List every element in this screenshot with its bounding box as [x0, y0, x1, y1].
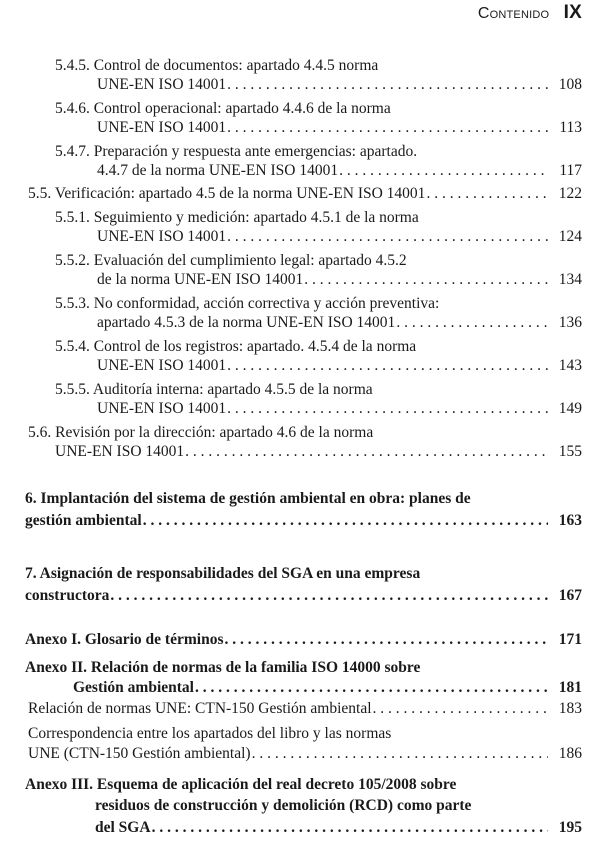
toc-entry-text: 7. Asignación de responsabilidades del SGA en una empresa [25, 565, 421, 582]
toc-entry-text: residuos de construcción y demolición (RCD) como parte [95, 797, 472, 814]
toc-entry-text: de la norma UNE-EN ISO 14001 [97, 271, 304, 288]
toc-page-number: 155 [558, 443, 582, 460]
toc-entry-line [55, 337, 582, 356]
toc-entry-line [25, 658, 582, 677]
toc-page-number: 195 [558, 819, 582, 836]
dot-leader [227, 75, 548, 94]
toc-entry-text: apartado 4.5.3 de la norma UNE-EN ISO 14001 [97, 314, 396, 331]
toc-entry-text: UNE-EN ISO 14001 [55, 443, 185, 460]
dot-leader [195, 678, 548, 697]
toc-entry-text: 4.4.7 de la norma UNE-EN ISO 14001 [97, 162, 339, 179]
toc-page-number: 113 [559, 119, 582, 136]
running-header [478, 2, 582, 24]
toc-entry-text: UNE-EN ISO 14001 [97, 119, 227, 136]
toc-entry-line-with-page [25, 511, 582, 530]
toc-entry-text: 5.4.5. Control de documentos: apartado 4.4.5 norma [55, 57, 379, 74]
dot-leader [373, 699, 548, 718]
toc-entry-line [55, 99, 582, 118]
dot-leader [426, 184, 548, 203]
toc-page-number: 171 [558, 631, 582, 648]
toc-entry-text: UNE-EN ISO 14001 [97, 228, 227, 245]
toc-entry-line-with-page [97, 118, 582, 137]
toc-entry-text: Anexo III. Esquema de aplicación del real decreto 105/2008 sobre [25, 776, 457, 793]
toc-entry-line [25, 775, 582, 794]
toc-entry-line-with-page [28, 184, 582, 203]
toc-page-number: 108 [558, 76, 582, 93]
toc-entry-text: 5.4.7. Preparación y respuesta ante emergencias: apartado. [55, 143, 418, 160]
toc-entry-text: 5.5.2. Evaluación del cumplimiento legal: apartado 4.5.2 [55, 252, 407, 269]
toc-page-number: 181 [558, 679, 582, 696]
toc-entry-line [25, 489, 582, 508]
page-number-roman: IX [563, 2, 582, 23]
toc-entry-text: Correspondencia entre los apartados del libro y las normas [28, 725, 392, 742]
toc-entry-line [28, 724, 582, 743]
toc-entry-line-with-page [97, 313, 582, 332]
toc-entry-text: 5.5.3. No conformidad, acción correctiva y acción preventiva: [55, 295, 440, 312]
toc-page-number: 122 [558, 185, 582, 202]
toc-entry-line [55, 142, 582, 161]
toc-page-number: 163 [558, 512, 582, 529]
dot-leader [227, 118, 548, 137]
toc-entry-line-with-page [97, 399, 582, 418]
toc-entry-line [55, 56, 582, 75]
toc-page-number: 117 [559, 162, 582, 179]
dot-leader [396, 313, 548, 332]
running-header-section: Contenido [477, 5, 550, 22]
toc-entry-text: 5.5.4. Control de los registros: apartado. 4.5.4 de la norma [55, 338, 417, 355]
toc-page-number: 149 [558, 400, 582, 417]
toc-entry-line-with-page [95, 818, 582, 837]
toc-entry-line [25, 564, 582, 583]
toc-entry-text: constructora [25, 587, 110, 604]
dot-leader [339, 161, 548, 180]
toc-entry-text: Anexo II. Relación de normas de la familia ISO 14000 sobre [25, 659, 421, 676]
toc-page-number: 136 [558, 314, 582, 331]
toc-entry-text: Anexo I. Glosario de términos [25, 631, 224, 648]
toc-entry-line-with-page [97, 356, 582, 375]
toc-entry-text: Relación de normas UNE: CTN-150 Gestión ambiental [28, 700, 372, 717]
dot-leader [224, 630, 548, 649]
dot-leader [185, 442, 548, 461]
toc-entry-line-with-page [73, 678, 582, 697]
toc-entry-line [95, 796, 582, 815]
toc-entry-text: del SGA [95, 819, 151, 836]
toc-entry-text: 5.6. Revisión por la dirección: apartado 4.6 de la norma [28, 424, 374, 441]
toc-entry-text: UNE (CTN-150 Gestión ambiental) [28, 745, 251, 762]
toc-entry-text: gestión ambiental [25, 512, 142, 529]
toc-entry-line-with-page [97, 270, 582, 289]
toc-entry-text: Gestión ambiental [73, 679, 194, 696]
toc-entry-text: 5.5.1. Seguimiento y medición: apartado 4.5.1 de la norma [55, 209, 419, 226]
toc-entry-line [55, 251, 582, 270]
toc-entry-line-with-page [97, 75, 582, 94]
toc-page-number: 186 [558, 745, 582, 762]
toc-entry-text: UNE-EN ISO 14001 [97, 76, 227, 93]
dot-leader [110, 586, 548, 605]
toc-entry-line [55, 208, 582, 227]
toc-entry-text: 5.5. Verificación: apartado 4.5 de la norma UNE-EN ISO 14001 [28, 185, 426, 202]
toc-entry-line-with-page [25, 630, 582, 649]
toc-entry-line-with-page [55, 442, 582, 461]
dot-leader [143, 511, 548, 530]
toc-entry-line [55, 380, 582, 399]
dot-leader [152, 818, 548, 837]
toc-entry-text: 6. Implantación del sistema de gestión ambiental en obra: planes de [25, 490, 471, 507]
toc-entry-text: 5.5.5. Auditoría interna: apartado 4.5.5 de la norma [55, 381, 373, 398]
toc-entry-line [28, 423, 582, 442]
toc-entry-line-with-page [25, 586, 582, 605]
toc-entry-line [55, 294, 582, 313]
toc-page-number: 183 [558, 700, 582, 717]
toc-page-number: 124 [558, 228, 582, 245]
toc-entry-line-with-page [28, 699, 582, 718]
toc-entry-text: 5.4.6. Control operacional: apartado 4.4.6 de la norma [55, 100, 391, 117]
toc-entry-text: UNE-EN ISO 14001 [97, 357, 227, 374]
toc-page-number: 167 [558, 587, 582, 604]
toc-entry-line-with-page [97, 227, 582, 246]
dot-leader [227, 356, 548, 375]
dot-leader [252, 744, 548, 763]
toc-page-number: 143 [558, 357, 582, 374]
dot-leader [304, 270, 548, 289]
toc-entry-line-with-page [28, 744, 582, 763]
dot-leader [227, 227, 548, 246]
toc-entry-text: UNE-EN ISO 14001 [97, 400, 227, 417]
toc-page-number: 134 [558, 271, 582, 288]
dot-leader [227, 399, 548, 418]
toc-entry-line-with-page [97, 161, 582, 180]
